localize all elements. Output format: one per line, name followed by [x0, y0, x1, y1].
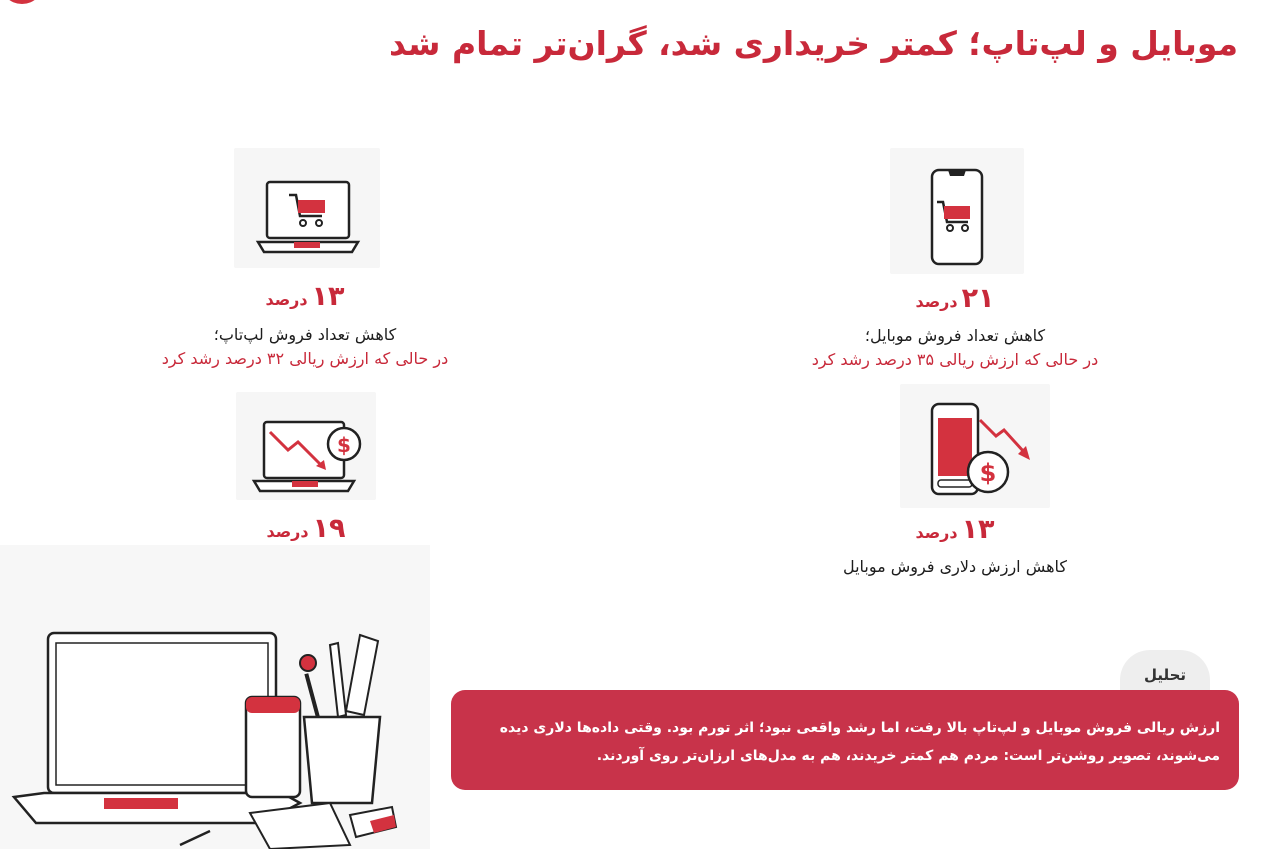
phone-decline-icon [900, 384, 1050, 508]
svg-text:$: $ [979, 459, 997, 487]
desk-illustration [0, 545, 430, 849]
description-highlight: در حالی که ارزش ریالی ۳۵ درصد رشد کرد [811, 350, 1099, 369]
stat-number: ۱۳ [311, 281, 345, 312]
stat-number: ۲۱ [961, 283, 995, 314]
mobile-dollar-description [800, 555, 1110, 579]
mobile-count-description [800, 324, 1110, 372]
description-line: کاهش تعداد فروش لپ‌تاپ؛ [213, 325, 397, 344]
analysis-text: ارزش ریالی فروش موبایل و لپ‌تاپ بالا رفت، اما رشد واقعی نبود؛ اثر تورم بود. وقتی داده‌ها دلاری دیده می‌شوند، تصویر روشن‌تر است: مردم هم کمتر خریدند، هم به مدل‌های ارزان‌تر روی آوردند. [499, 720, 1220, 764]
description-line: کاهش ارزش دلاری فروش موبایل [842, 557, 1068, 576]
stat-number: ۱۹ [312, 513, 346, 544]
laptop-decline-icon [236, 392, 376, 500]
svg-text:$: $ [337, 433, 351, 457]
stat-number: ۱۳ [961, 514, 995, 545]
stat-unit: درصد [915, 292, 958, 311]
description-highlight: در حالی که ارزش ریالی ۳۲ درصد رشد کرد [161, 349, 449, 368]
page-title: موبایل و لپ‌تاپ؛ کمتر خریداری شد، گران‌تر تمام شد [388, 24, 1238, 63]
laptop-cart-icon [234, 148, 380, 268]
laptop-count-description [150, 323, 460, 371]
mobile-dollar-stat [885, 514, 1025, 545]
description-line: کاهش تعداد فروش موبایل؛ [864, 326, 1046, 345]
analysis-label: تحلیل [1143, 666, 1187, 684]
laptop-count-stat [235, 281, 375, 312]
mobile-count-stat [885, 283, 1025, 314]
corner-badge [0, 0, 44, 4]
phone-cart-icon [890, 148, 1024, 274]
stat-unit: درصد [915, 523, 958, 542]
laptop-dollar-stat [236, 513, 376, 544]
stat-unit: درصد [266, 522, 309, 541]
stat-unit: درصد [265, 290, 308, 309]
